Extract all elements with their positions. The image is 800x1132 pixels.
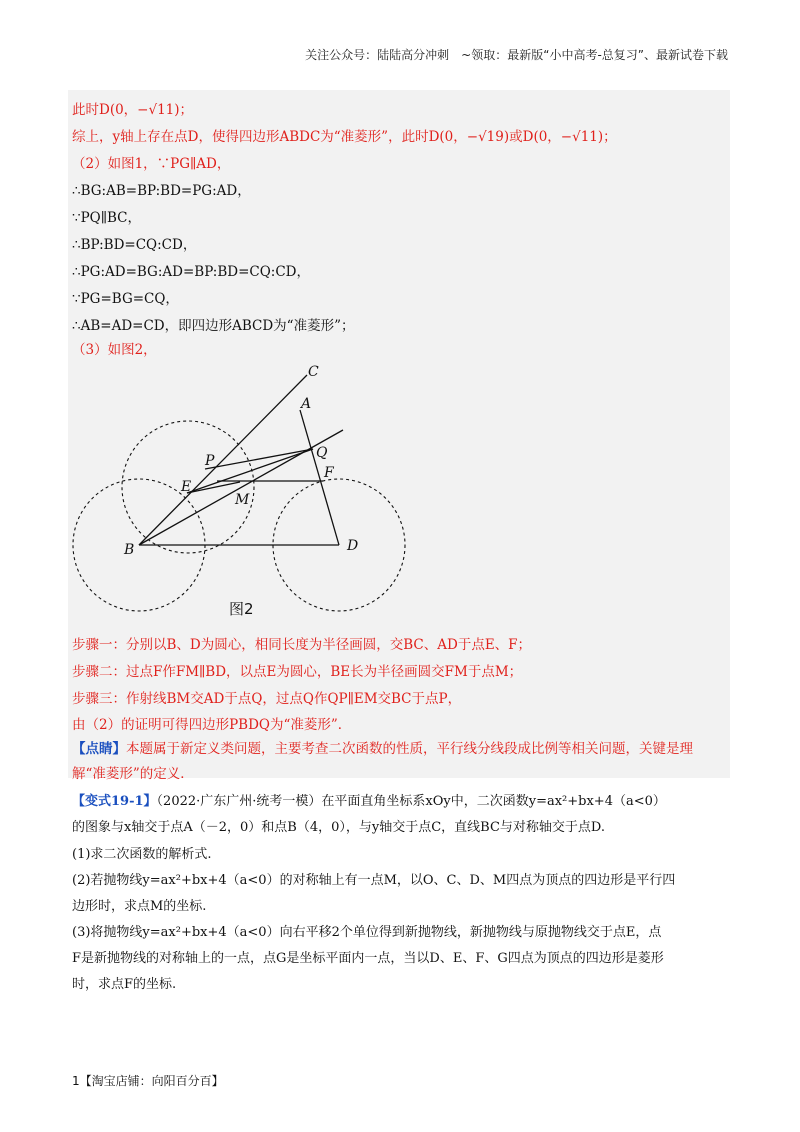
geometry-figure — [68, 352, 418, 617]
solution-line: ∴BP:BD=CQ:CD， — [72, 237, 197, 253]
solution-line: （2）如图1，∵PG∥AD， — [72, 156, 231, 172]
label-e: E — [181, 479, 192, 495]
question-part: F是新抛物线的对称轴上的一点，点G是坐标平面内一点，当以D、E、F、G四点为顶点的四边形是菱形 — [72, 951, 664, 966]
step-line: 由（2）的证明可得四边形PBDQ为“准菱形”． — [72, 717, 352, 733]
step-line: 步骤三：作射线BM交AD于点Q，过点Q作QP∥EM交BC于点P， — [72, 691, 462, 707]
question-part: (1)求二次函数的解析式. — [72, 847, 212, 862]
solution-line: ∵PQ∥BC， — [72, 210, 141, 226]
figure-caption: 图2 — [229, 600, 254, 618]
label-f: F — [324, 465, 334, 481]
variant-tag: 【变式19-1】 — [72, 794, 157, 809]
solution-line: （3）如图2， — [72, 342, 157, 358]
question-part: 时，求点F的坐标. — [72, 977, 177, 992]
label-p: P — [205, 453, 215, 469]
comment-text: 本题属于新定义类问题，主要考查二次函数的性质，平行线分线段成比例等相关问题，关键是理 — [126, 741, 693, 757]
ray-bm — [139, 430, 343, 545]
label-d: D — [347, 538, 359, 554]
variant-line — [72, 790, 666, 809]
question-part: 边形时，求点M的坐标. — [72, 899, 207, 914]
label-c: C — [308, 364, 319, 380]
label-b: B — [124, 542, 135, 558]
page-header: 关注公众号：陆陆高分冲刺 ~领取：最新版“小中高考-总复习”、最新试卷下载 — [305, 48, 728, 62]
construction-circles — [73, 421, 405, 611]
question-part: (2)若抛物线y=ax²+bx+4（a<0）的对称轴上有一点M，以O、C、D、M四点为顶点的四边形是平行四 — [72, 873, 676, 888]
label-a: A — [301, 396, 312, 412]
solution-line: ∴AB=AD=CD，即四边形ABCD为“准菱形”； — [72, 318, 355, 334]
comment-line: 解“准菱形”的定义． — [72, 766, 194, 782]
variant-text: （2022·广东广州·统考一模）在平面直角坐标系xOy中，二次函数y=ax²+bx+4（a<0） — [156, 794, 666, 809]
step-line: 步骤二：过点F作FM∥BD，以点E为圆心，BE长为半径画圆交FM于点M； — [72, 664, 523, 680]
comment-tag: 【点睛】 — [72, 741, 126, 757]
segment-pq — [205, 449, 313, 469]
label-q: Q — [316, 445, 328, 461]
page-footer: 1【淘宝店铺：向阳百分百】 — [72, 1074, 224, 1088]
solution-line: 此时D(0，−√11)； — [72, 102, 194, 118]
solution-line: ∴BG:AB=BP:BD=PG:AD， — [72, 183, 251, 199]
solution-line: ∴PG:AD=BG:AD=BP:BD=CQ:CD， — [72, 264, 311, 280]
question-part: (3)将抛物线y=ax²+bx+4（a<0）向右平移2个单位得到新抛物线，新抛物线与原抛物线交于点E，点 — [72, 925, 662, 940]
comment-line — [72, 737, 693, 757]
variant-line: 的图象与x轴交于点A（－2，0）和点B（4，0），与y轴交于点C，直线BC与对称轴交于点D. — [72, 820, 605, 835]
step-line: 步骤一：分别以B、D为圆心，相同长度为半径画圆，交BC、AD于点E、F； — [72, 637, 532, 653]
solution-line: ∵PG=BG=CQ， — [72, 291, 179, 307]
solution-line: 综上，y轴上存在点D，使得四边形ABDC为“准菱形”，此时D(0，−√19)或D(0，−√11)； — [72, 129, 617, 145]
label-m: M — [235, 492, 250, 508]
